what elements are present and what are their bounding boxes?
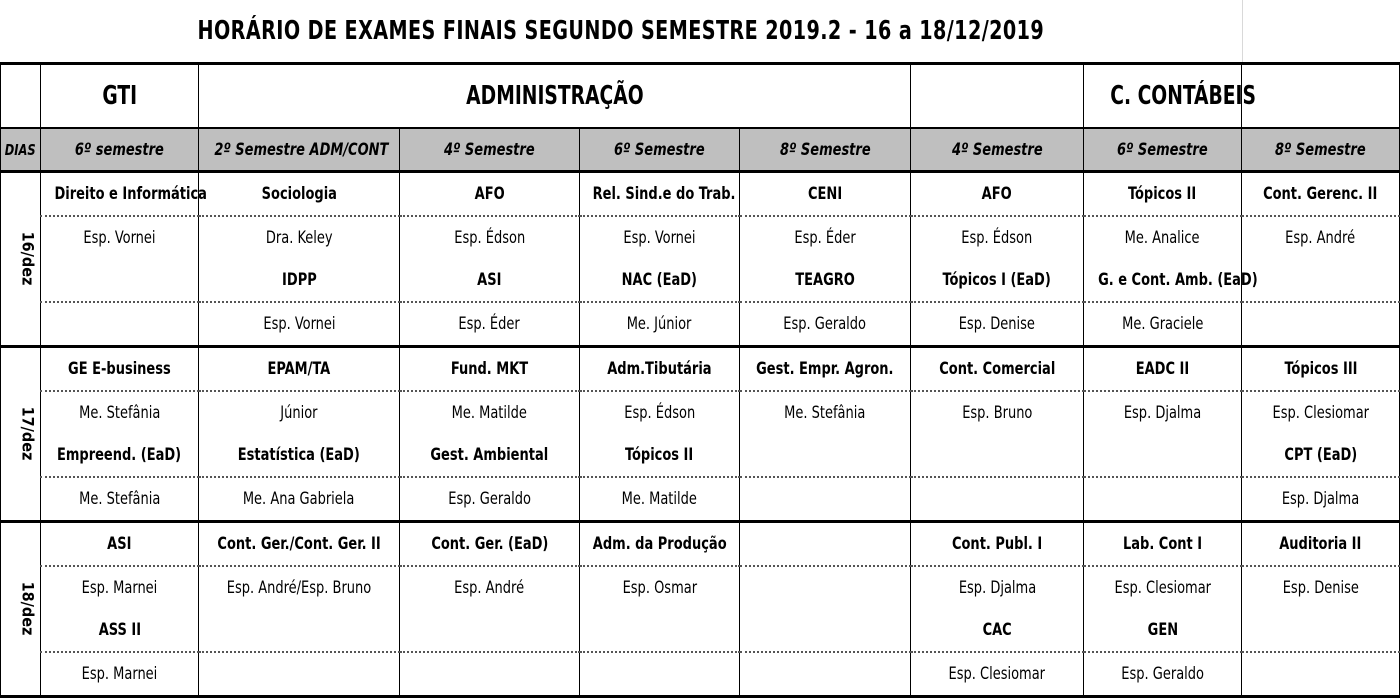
professor-cell	[740, 566, 911, 609]
course-header-row	[1, 64, 1400, 129]
professor-cell: Esp. Djalma	[911, 566, 1084, 609]
subject-cell: Gest. Empr. Agron.	[740, 347, 911, 392]
subject-cell: TEAGRO	[740, 259, 911, 302]
subject-cell: IDPP	[199, 259, 400, 302]
professor-cell: Me. Stefânia	[41, 391, 199, 434]
professor-cell: Me. Stefânia	[740, 391, 911, 434]
professor-cell	[400, 652, 580, 697]
subject-cell: AFO	[911, 172, 1084, 217]
subject-cell: EADC II	[1084, 347, 1242, 392]
professor-cell	[1242, 302, 1400, 347]
professor-cell: Esp. Clesiomar	[1084, 566, 1242, 609]
subject-cell	[41, 259, 199, 302]
subject-cell: Tópicos I (EaD)	[911, 259, 1084, 302]
subject-cell: Adm.Tibutária	[580, 347, 740, 392]
subject-cell: GEN	[1084, 609, 1242, 652]
professor-cell: Esp. Vornei	[199, 302, 400, 347]
subject-cell	[740, 522, 911, 567]
semester-header: 4º Semestre	[400, 128, 580, 172]
subject-row	[1, 347, 1400, 392]
day-label-cell	[1, 522, 41, 697]
semester-header: 8º Semestre	[740, 128, 911, 172]
semester-header: 6º Semestre	[580, 128, 740, 172]
subject-cell	[740, 609, 911, 652]
subject-row	[1, 434, 1400, 477]
professor-cell: Esp. Éder	[740, 216, 911, 259]
professor-cell: Júnior	[199, 391, 400, 434]
professor-cell	[199, 652, 400, 697]
page-title: HORÁRIO DE EXAMES FINAIS SEGUNDO SEMESTRE 2019.2 - 16 a 18/12/2019	[197, 16, 1045, 46]
subject-cell: NAC (EaD)	[580, 259, 740, 302]
subject-row	[1, 172, 1400, 217]
professor-cell: Esp. Osmar	[580, 566, 740, 609]
subject-cell: Empreend. (EaD)	[41, 434, 199, 477]
subject-cell: ASS II	[41, 609, 199, 652]
professor-cell: Me. Júnior	[580, 302, 740, 347]
course-administracao: ADMINISTRAÇÃO	[199, 64, 911, 129]
day-label-cell	[1, 172, 41, 347]
subject-cell	[1242, 259, 1400, 302]
professor-row	[1, 477, 1400, 522]
subject-cell: Adm. da Produção	[580, 522, 740, 567]
subject-cell	[400, 609, 580, 652]
subject-cell: Direito e Informática	[41, 172, 199, 217]
professor-row	[1, 566, 1400, 609]
subject-cell: Rel. Sind.e do Trab.	[580, 172, 740, 217]
subject-cell: CENI	[740, 172, 911, 217]
subject-cell: ASI	[41, 522, 199, 567]
professor-cell: Esp. Marnei	[41, 652, 199, 697]
subject-cell: CPT (EaD)	[1242, 434, 1400, 477]
subject-cell: Tópicos III	[1242, 347, 1400, 392]
subject-cell: Fund. MKT	[400, 347, 580, 392]
subject-cell	[911, 434, 1084, 477]
professor-cell: Esp. Éder	[400, 302, 580, 347]
professor-cell: Me. Stefânia	[41, 477, 199, 522]
subject-cell: GE E-business	[41, 347, 199, 392]
professor-cell: Me. Matilde	[580, 477, 740, 522]
day-label: 16/dez	[18, 231, 38, 286]
professor-cell	[911, 477, 1084, 522]
subject-cell: Tópicos II	[1084, 172, 1242, 217]
course-spacer	[911, 64, 1084, 129]
subject-cell: Cont. Publ. I	[911, 522, 1084, 567]
subject-cell: Cont. Ger./Cont. Ger. II	[199, 522, 400, 567]
course-contabeis: C. CONTÁBEIS	[1084, 64, 1242, 129]
professor-cell: Esp. Geraldo	[400, 477, 580, 522]
subject-row	[1, 259, 1400, 302]
subject-cell	[1242, 609, 1400, 652]
subject-cell: EPAM/TA	[199, 347, 400, 392]
exam-schedule-table	[0, 62, 1400, 700]
professor-row	[1, 391, 1400, 434]
professor-row	[1, 302, 1400, 347]
semester-header: 2º Semestre ADM/CONT	[199, 128, 400, 172]
professor-cell	[1242, 652, 1400, 697]
professor-cell: Esp. Djalma	[1084, 391, 1242, 434]
subject-cell: G. e Cont. Amb. (EaD)	[1084, 259, 1242, 302]
professor-cell	[740, 652, 911, 697]
professor-cell	[41, 302, 199, 347]
semester-header: 6º semestre	[41, 128, 199, 172]
subject-cell: ASI	[400, 259, 580, 302]
professor-cell	[740, 477, 911, 522]
subject-cell: Cont. Ger. (EaD)	[400, 522, 580, 567]
professor-cell: Dra. Keley	[199, 216, 400, 259]
day-label: 18/dez	[18, 581, 38, 636]
subject-cell: Lab. Cont I	[1084, 522, 1242, 567]
professor-cell: Esp. Clesiomar	[911, 652, 1084, 697]
subject-cell: Gest. Ambiental	[400, 434, 580, 477]
professor-cell: Me. Matilde	[400, 391, 580, 434]
subject-cell	[580, 609, 740, 652]
professor-cell: Esp. Édson	[580, 391, 740, 434]
professor-cell: Esp. Bruno	[911, 391, 1084, 434]
professor-cell	[1084, 477, 1242, 522]
subject-cell: Auditoria II	[1242, 522, 1400, 567]
professor-cell: Esp. Édson	[911, 216, 1084, 259]
subject-cell: Estatística (EaD)	[199, 434, 400, 477]
professor-cell: Esp. André/Esp. Bruno	[199, 566, 400, 609]
subject-cell	[740, 434, 911, 477]
subject-cell: CAC	[911, 609, 1084, 652]
subject-cell: Tópicos II	[580, 434, 740, 477]
dias-header: DIAS	[1, 128, 41, 172]
professor-cell	[580, 652, 740, 697]
professor-cell: Esp. Clesiomar	[1242, 391, 1400, 434]
professor-cell: Esp. André	[1242, 216, 1400, 259]
professor-row	[1, 216, 1400, 259]
professor-cell: Me. Graciele	[1084, 302, 1242, 347]
subject-cell: Sociologia	[199, 172, 400, 217]
semester-header: 6º Semestre	[1084, 128, 1242, 172]
subject-cell: AFO	[400, 172, 580, 217]
title-divider	[1242, 0, 1243, 62]
professor-cell: Me. Analice	[1084, 216, 1242, 259]
professor-cell: Esp. Édson	[400, 216, 580, 259]
professor-cell: Esp. Geraldo	[1084, 652, 1242, 697]
subject-row	[1, 522, 1400, 567]
professor-cell: Esp. Vornei	[41, 216, 199, 259]
day-label: 17/dez	[18, 406, 38, 461]
subject-row	[1, 609, 1400, 652]
subject-cell: Cont. Gerenc. II	[1242, 172, 1400, 217]
professor-cell: Esp. Djalma	[1242, 477, 1400, 522]
professor-row	[1, 652, 1400, 697]
professor-cell: Esp. Marnei	[41, 566, 199, 609]
professor-cell: Esp. André	[400, 566, 580, 609]
semester-header: 8º Semestre	[1242, 128, 1400, 172]
professor-cell: Me. Ana Gabriela	[199, 477, 400, 522]
title-bar	[0, 0, 1400, 62]
corner-cell	[1, 64, 41, 129]
semester-header-row	[1, 128, 1400, 172]
subject-cell	[199, 609, 400, 652]
day-label-cell	[1, 347, 41, 522]
professor-cell: Esp. Denise	[1242, 566, 1400, 609]
semester-header: 4º Semestre	[911, 128, 1084, 172]
professor-cell: Esp. Geraldo	[740, 302, 911, 347]
professor-cell: Esp. Vornei	[580, 216, 740, 259]
subject-cell	[1084, 434, 1242, 477]
subject-cell: Cont. Comercial	[911, 347, 1084, 392]
course-gti: GTI	[41, 64, 199, 129]
course-spacer-2	[1242, 64, 1400, 129]
professor-cell: Esp. Denise	[911, 302, 1084, 347]
